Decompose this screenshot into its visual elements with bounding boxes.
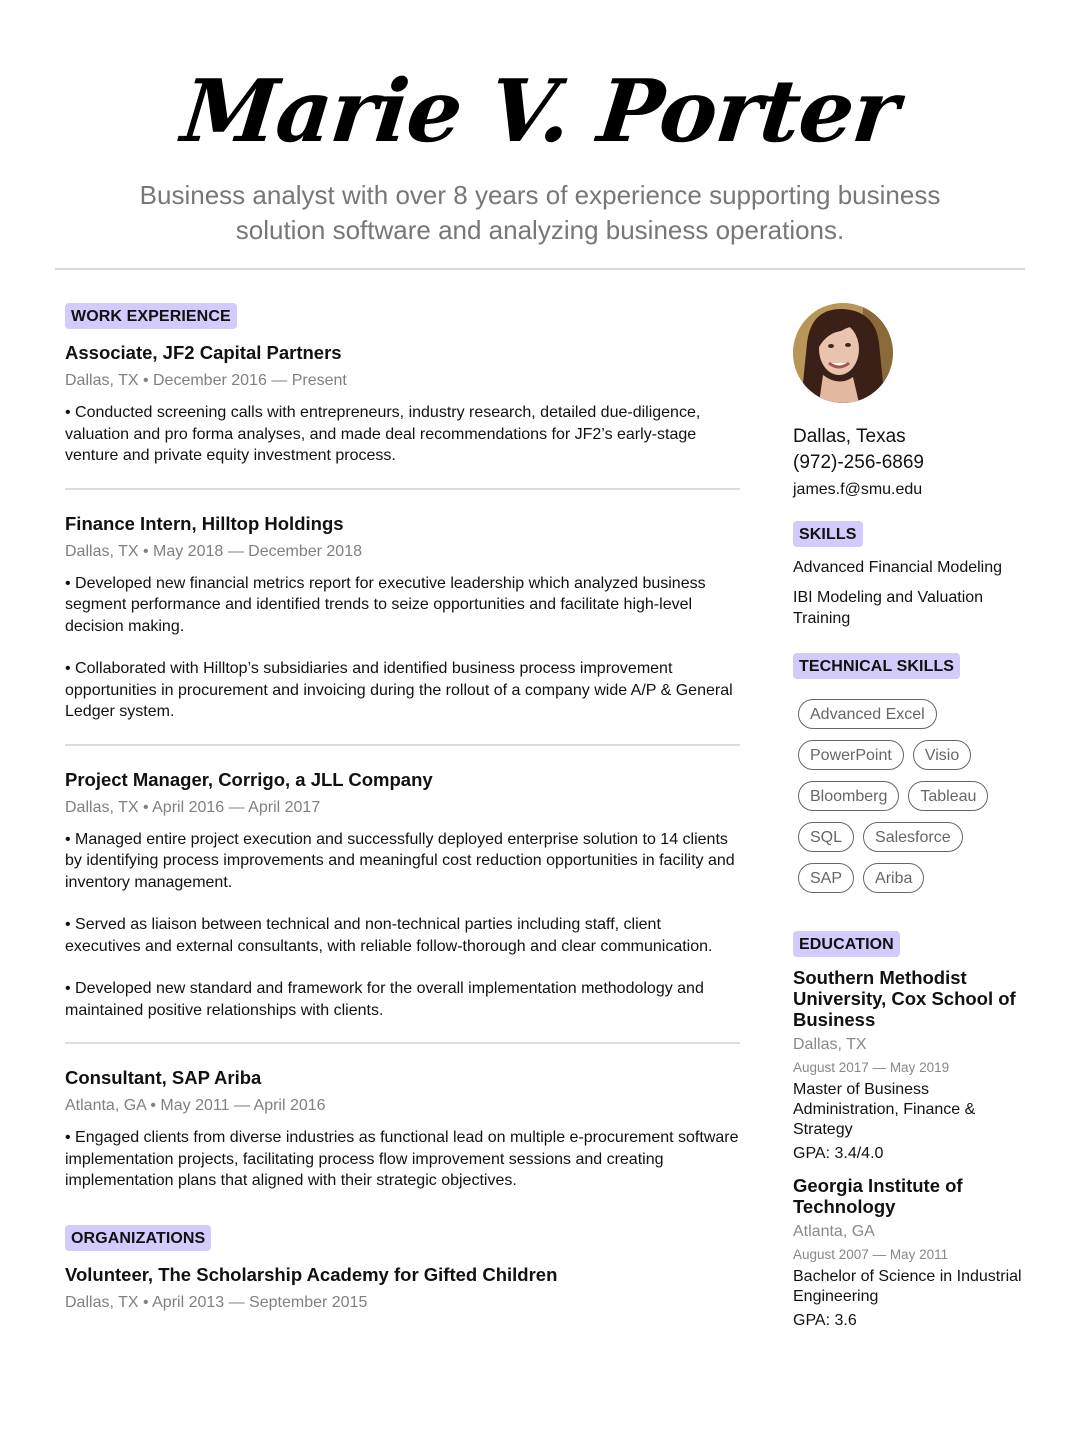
degree: Bachelor of Science in Industrial Engineering	[793, 1267, 1022, 1305]
job-entry	[65, 768, 740, 1022]
gpa: GPA: 3.4/4.0	[793, 1144, 884, 1162]
organization-meta: Dallas, TX • April 2013 — September 2015	[65, 1293, 368, 1311]
skill-tag: Tableau	[908, 781, 988, 811]
job-bullet: • Developed new financial metrics report for executive leadership which analyzed business segment performance and identified trends to seize opportunities and facilitate high-level decision making.	[65, 574, 706, 635]
job-meta: Atlanta, GA • May 2011 — April 2016	[65, 1097, 326, 1114]
job-bullet: • Collaborated with Hilltop’s subsidiaries and identified business process improvement opportunities in procurement and invoicing during the rollout of a company wide A/P & General Ledger system.	[65, 660, 733, 720]
job-entry	[65, 341, 740, 467]
job-entry	[65, 512, 740, 723]
skill-tag: Bloomberg	[798, 781, 899, 811]
job-meta: Dallas, TX • April 2016 — April 2017	[65, 798, 321, 816]
job-bullet: • Engaged clients from diverse industries as functional lead on multiple e-procurement software implementation projects, facilitating process flow improvement sessions and creating implementation plans that aligned with their strategic objectives.	[65, 1129, 739, 1189]
education-entry	[793, 967, 1033, 1165]
job-title: Associate, JF2 Capital Partners	[65, 342, 342, 363]
school-dates: August 2017 — May 2019	[793, 1059, 950, 1075]
skill-tag: Visio	[913, 740, 971, 770]
job-bullet: • Conducted screening calls with entrepreneurs, industry research, detailed due-diligence, valuation and pro forma analyses, and made deal recommendations for JF2’s early-stage venture and private equity investment process.	[65, 404, 701, 464]
school-location: Atlanta, GA	[793, 1222, 875, 1240]
skill-tag: PowerPoint	[798, 740, 904, 770]
skills-list	[793, 557, 1033, 630]
contact-phone: (972)-256-6869	[793, 452, 924, 473]
job-bullet: • Managed entire project execution and successfully deployed enterprise solution to 14 clients by identifying process improvements and meaningful cost reduction opportunities in facility and inventory management.	[65, 830, 735, 891]
sidebar	[793, 303, 1033, 1332]
resume-summary: Business analyst with over 8 years of experience supporting business solution software and analyzing business operations.	[139, 180, 941, 245]
gpa: GPA: 3.6	[793, 1311, 857, 1329]
section-divider	[65, 1042, 740, 1044]
school-name: Southern Methodist University, Cox School of Business	[793, 966, 1016, 1030]
skill-tag: SQL	[798, 822, 854, 852]
section-heading-work-experience: WORK EXPERIENCE	[65, 303, 237, 329]
contact-info	[793, 424, 1033, 501]
skill-tag: Salesforce	[863, 822, 963, 852]
section-heading-skills: SKILLS	[793, 521, 863, 547]
avatar	[793, 303, 893, 403]
skill-tag: Advanced Excel	[798, 699, 937, 729]
resume-name: Marie V. Porter	[177, 61, 903, 162]
contact-email[interactable]: james.f@smu.edu	[793, 481, 923, 498]
section-divider	[65, 488, 740, 490]
school-name: Georgia Institute of Technology	[793, 1174, 963, 1217]
school-dates: August 2007 — May 2011	[793, 1246, 949, 1262]
skill-tag: Ariba	[863, 863, 924, 893]
job-title: Consultant, SAP Ariba	[65, 1067, 262, 1088]
skill-tag: SAP	[798, 863, 854, 893]
job-bullet: • Served as liaison between technical and non-technical parties including staff, client executives and external consultants, with reliable follow-thorough and clear communication.	[65, 916, 713, 955]
job-bullet: • Developed new standard and framework for the overall implementation methodology and maintained positive relationships with clients.	[65, 980, 704, 1019]
skill-item: IBI Modeling and Valuation Training	[793, 588, 984, 627]
school-location: Dallas, TX	[793, 1035, 867, 1053]
section-heading-organizations: ORGANIZATIONS	[65, 1225, 211, 1251]
organization-entry	[65, 1263, 740, 1314]
job-meta: Dallas, TX • May 2018 — December 2018	[65, 542, 362, 560]
section-divider	[65, 744, 740, 746]
degree: Master of Business Administration, Finance & Strategy	[793, 1080, 976, 1138]
profile-photo-icon	[793, 303, 893, 403]
section-heading-education: EDUCATION	[793, 931, 900, 957]
main-column	[65, 303, 740, 1314]
organization-title: Volunteer, The Scholarship Academy for Gifted Children	[65, 1263, 558, 1285]
contact-location: Dallas, Texas	[793, 426, 906, 447]
skill-item: Advanced Financial Modeling	[793, 559, 1003, 576]
job-meta: Dallas, TX • December 2016 — Present	[65, 372, 347, 389]
job-title: Finance Intern, Hilltop Holdings	[65, 512, 344, 534]
education-entry	[793, 1175, 1033, 1332]
header-divider	[55, 268, 1025, 270]
job-title: Project Manager, Corrigo, a JLL Company	[65, 768, 433, 790]
section-heading-technical-skills: TECHNICAL SKILLS	[793, 653, 960, 679]
job-entry	[65, 1066, 740, 1192]
technical-skills-tags	[798, 699, 1018, 904]
